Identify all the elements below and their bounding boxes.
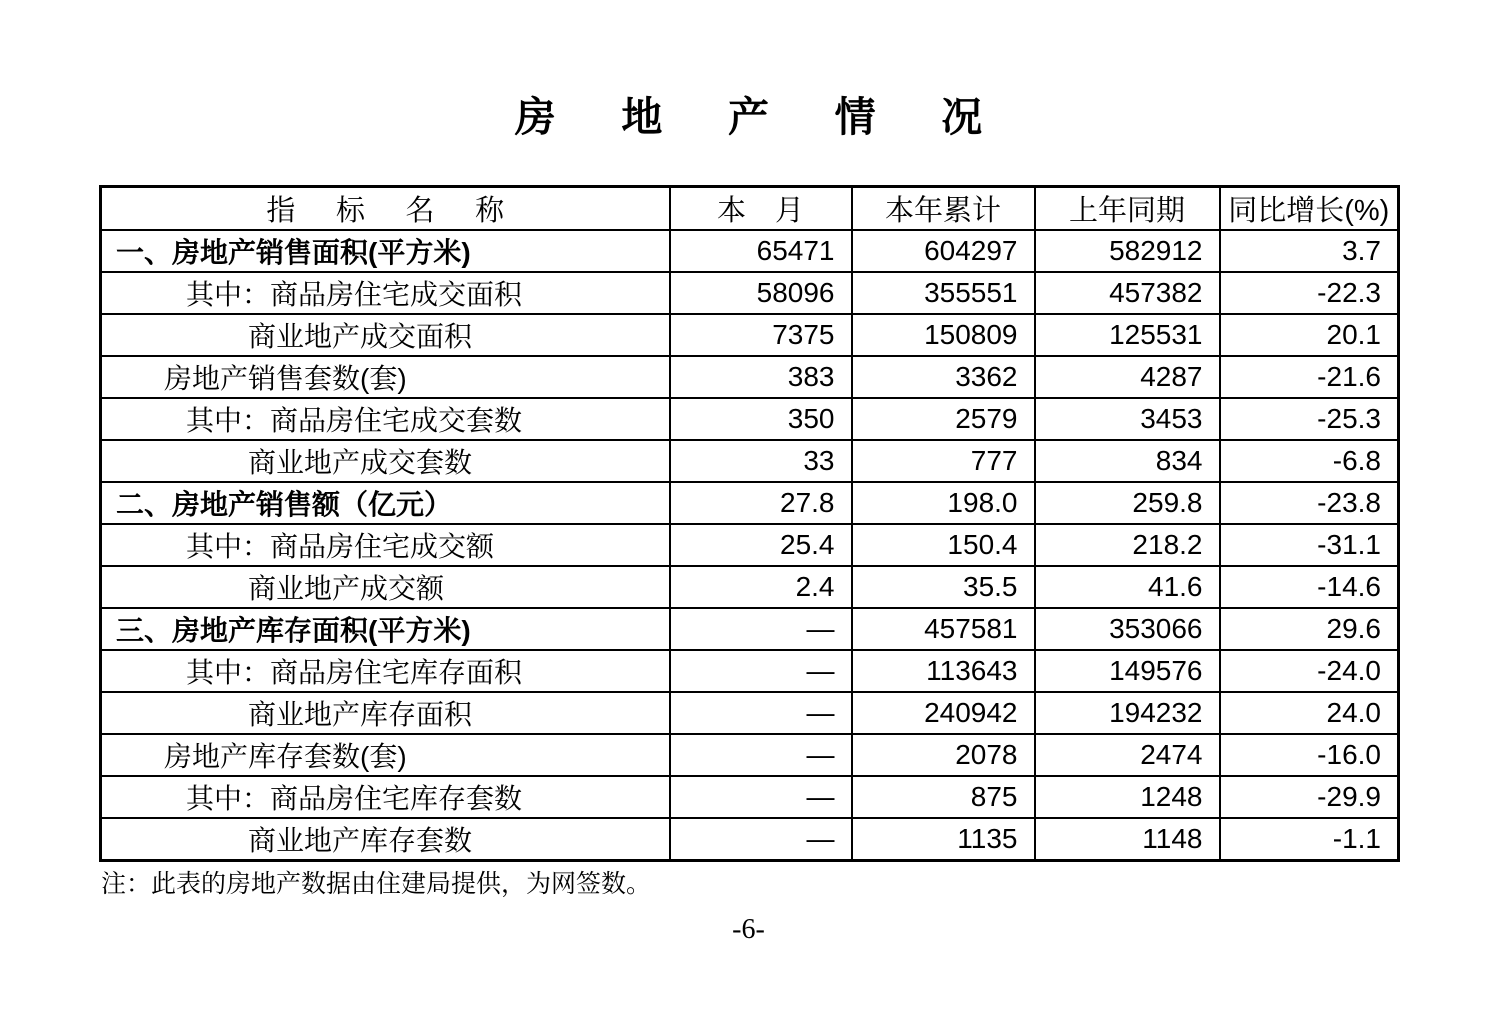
table-row: [101, 230, 1399, 272]
ytd-value-cell: 240942: [852, 692, 1035, 734]
indicator-name-cell: 其中：商品房住宅库存面积: [101, 650, 670, 692]
indicator-name-cell: 其中：商品房住宅成交额: [101, 524, 670, 566]
indicator-name-cell: 其中：商品房住宅库存套数: [101, 776, 670, 818]
indicator-name-cell: 商业地产库存面积: [101, 692, 670, 734]
month-value-cell: —: [670, 608, 852, 650]
month-value-cell: 383: [670, 356, 852, 398]
indicator-name-cell: 房地产销售套数(套): [101, 356, 670, 398]
month-value-cell: 7375: [670, 314, 852, 356]
yoy-value-cell: 24.0: [1220, 692, 1399, 734]
month-value-cell: —: [670, 692, 852, 734]
table-row: [101, 692, 1399, 734]
month-value-cell: 33: [670, 440, 852, 482]
footnote: 注：此表的房地产数据由住建局提供，为网签数。: [101, 871, 652, 898]
ytd-value-cell: 198.0: [852, 482, 1035, 524]
ytd-value-cell: 604297: [852, 230, 1035, 272]
month-value-cell: 27.8: [670, 482, 852, 524]
header-yoy-growth: 同比增长(%): [1220, 187, 1399, 231]
page-title: 房地产情况: [514, 94, 1048, 140]
yoy-value-cell: -22.3: [1220, 272, 1399, 314]
yoy-value-cell: -6.8: [1220, 440, 1399, 482]
last-year-value-cell: 1248: [1035, 776, 1220, 818]
ytd-value-cell: 777: [852, 440, 1035, 482]
ytd-value-cell: 35.5: [852, 566, 1035, 608]
indicator-name-cell: 三、房地产库存面积(平方米): [101, 608, 670, 650]
month-value-cell: 350: [670, 398, 852, 440]
yoy-value-cell: -16.0: [1220, 734, 1399, 776]
month-value-cell: 25.4: [670, 524, 852, 566]
yoy-value-cell: -31.1: [1220, 524, 1399, 566]
indicator-name-cell: 一、房地产销售面积(平方米): [101, 230, 670, 272]
table-row: [101, 272, 1399, 314]
header-row: [101, 187, 1399, 231]
ytd-value-cell: 150809: [852, 314, 1035, 356]
table-row: [101, 440, 1399, 482]
real-estate-table: [99, 185, 1400, 862]
last-year-value-cell: 41.6: [1035, 566, 1220, 608]
indicator-name-cell: 房地产库存套数(套): [101, 734, 670, 776]
last-year-value-cell: 4287: [1035, 356, 1220, 398]
last-year-value-cell: 194232: [1035, 692, 1220, 734]
header-last-year-same-period: 上年同期: [1035, 187, 1220, 231]
table-row: [101, 734, 1399, 776]
last-year-value-cell: 2474: [1035, 734, 1220, 776]
table-row: [101, 818, 1399, 861]
ytd-value-cell: 457581: [852, 608, 1035, 650]
ytd-value-cell: 2579: [852, 398, 1035, 440]
last-year-value-cell: 353066: [1035, 608, 1220, 650]
last-year-value-cell: 3453: [1035, 398, 1220, 440]
yoy-value-cell: 29.6: [1220, 608, 1399, 650]
yoy-value-cell: -21.6: [1220, 356, 1399, 398]
yoy-value-cell: -14.6: [1220, 566, 1399, 608]
ytd-value-cell: 355551: [852, 272, 1035, 314]
month-value-cell: —: [670, 734, 852, 776]
header-indicator-name: 指标名称: [101, 187, 670, 231]
indicator-name-cell: 其中：商品房住宅成交套数: [101, 398, 670, 440]
indicator-name-cell: 商业地产库存套数: [101, 818, 670, 861]
indicator-name-cell: 商业地产成交套数: [101, 440, 670, 482]
last-year-value-cell: 834: [1035, 440, 1220, 482]
last-year-value-cell: 582912: [1035, 230, 1220, 272]
last-year-value-cell: 1148: [1035, 818, 1220, 861]
table-row: [101, 314, 1399, 356]
ytd-value-cell: 875: [852, 776, 1035, 818]
indicator-name-cell: 二、房地产销售额（亿元）: [101, 482, 670, 524]
table-row: [101, 482, 1399, 524]
month-value-cell: 58096: [670, 272, 852, 314]
yoy-value-cell: -1.1: [1220, 818, 1399, 861]
yoy-value-cell: 3.7: [1220, 230, 1399, 272]
indicator-name-cell: 商业地产成交额: [101, 566, 670, 608]
ytd-value-cell: 3362: [852, 356, 1035, 398]
table-row: [101, 566, 1399, 608]
page-number: -6-: [732, 914, 765, 945]
yoy-value-cell: -29.9: [1220, 776, 1399, 818]
yoy-value-cell: 20.1: [1220, 314, 1399, 356]
table-row: [101, 650, 1399, 692]
last-year-value-cell: 125531: [1035, 314, 1220, 356]
table-row: [101, 776, 1399, 818]
yoy-value-cell: -25.3: [1220, 398, 1399, 440]
yoy-value-cell: -23.8: [1220, 482, 1399, 524]
month-value-cell: —: [670, 650, 852, 692]
ytd-value-cell: 113643: [852, 650, 1035, 692]
table-row: [101, 356, 1399, 398]
indicator-name-cell: 商业地产成交面积: [101, 314, 670, 356]
month-value-cell: 65471: [670, 230, 852, 272]
ytd-value-cell: 150.4: [852, 524, 1035, 566]
table-row: [101, 398, 1399, 440]
month-value-cell: 2.4: [670, 566, 852, 608]
yoy-value-cell: -24.0: [1220, 650, 1399, 692]
table-row: [101, 524, 1399, 566]
header-year-to-date: 本年累计: [852, 187, 1035, 231]
table-body: [101, 230, 1399, 861]
month-value-cell: —: [670, 776, 852, 818]
month-value-cell: —: [670, 818, 852, 861]
table-header: [101, 187, 1399, 231]
last-year-value-cell: 457382: [1035, 272, 1220, 314]
ytd-value-cell: 2078: [852, 734, 1035, 776]
last-year-value-cell: 218.2: [1035, 524, 1220, 566]
ytd-value-cell: 1135: [852, 818, 1035, 861]
indicator-name-cell: 其中：商品房住宅成交面积: [101, 272, 670, 314]
header-current-month: 本 月: [670, 187, 852, 231]
table-row: [101, 608, 1399, 650]
last-year-value-cell: 149576: [1035, 650, 1220, 692]
last-year-value-cell: 259.8: [1035, 482, 1220, 524]
